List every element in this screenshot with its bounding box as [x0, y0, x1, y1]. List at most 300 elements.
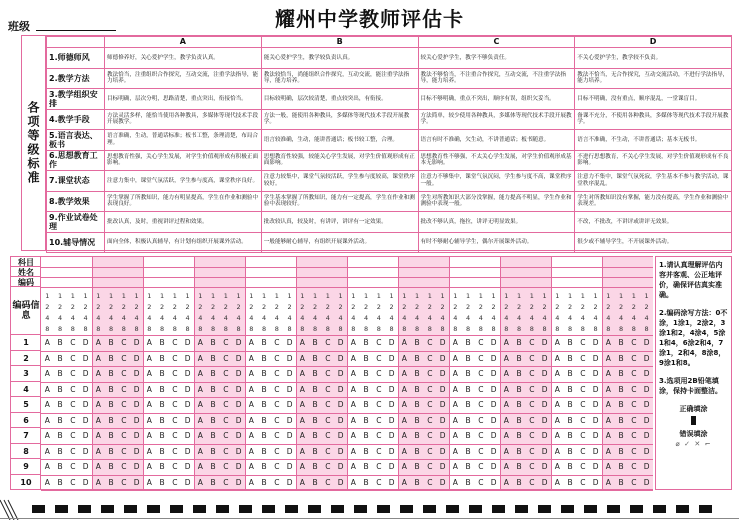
option-bubble[interactable]: A	[401, 338, 407, 347]
code-bubble[interactable]: 4	[211, 314, 216, 322]
option-bubble[interactable]: C	[274, 369, 280, 378]
code-bubble[interactable]: 4	[198, 314, 203, 322]
option-bubble[interactable]: B	[567, 353, 573, 363]
option-bubble[interactable]: B	[618, 431, 624, 440]
option-bubble[interactable]: A	[197, 384, 203, 394]
option-bubble[interactable]: D	[133, 431, 140, 440]
option-bubble[interactable]: A	[350, 353, 356, 363]
option-bubble[interactable]: A	[248, 384, 254, 394]
option-bubble[interactable]: B	[159, 384, 165, 394]
option-bubble[interactable]: D	[82, 338, 89, 347]
code-bubble[interactable]: 8	[185, 325, 190, 333]
option-bubble[interactable]: D	[439, 446, 446, 456]
option-bubble[interactable]: A	[95, 462, 101, 471]
option-bubble[interactable]: C	[376, 353, 382, 363]
code-bubble[interactable]: 2	[83, 303, 88, 311]
option-bubble[interactable]: C	[223, 353, 229, 363]
option-bubble[interactable]: A	[197, 462, 203, 471]
code-bubble[interactable]: 2	[134, 303, 139, 311]
option-bubble[interactable]: B	[312, 369, 318, 378]
option-bubble[interactable]: B	[312, 400, 318, 409]
code-bubble[interactable]: 1	[376, 292, 381, 300]
option-bubble[interactable]: A	[554, 384, 560, 394]
option-bubble[interactable]: A	[248, 462, 254, 471]
option-bubble[interactable]: C	[223, 431, 229, 440]
option-bubble[interactable]: D	[388, 353, 395, 363]
option-bubble[interactable]: A	[197, 338, 203, 347]
option-bubble[interactable]: B	[312, 338, 318, 347]
option-bubble[interactable]: A	[146, 462, 152, 471]
option-bubble[interactable]: B	[414, 384, 420, 394]
option-bubble[interactable]: A	[299, 338, 305, 347]
option-bubble[interactable]: A	[605, 353, 611, 363]
option-bubble[interactable]: D	[184, 369, 191, 378]
option-bubble[interactable]: A	[197, 400, 203, 409]
code-bubble[interactable]: 8	[644, 325, 649, 333]
option-bubble[interactable]: B	[465, 369, 471, 378]
option-bubble[interactable]: D	[439, 369, 446, 378]
option-bubble[interactable]: C	[529, 431, 535, 440]
option-bubble[interactable]: B	[57, 431, 63, 440]
option-bubble[interactable]: C	[580, 446, 586, 456]
code-bubble[interactable]: 4	[83, 314, 88, 322]
code-bubble[interactable]: 1	[338, 292, 343, 300]
code-bubble[interactable]: 2	[109, 303, 114, 311]
code-bubble[interactable]: 2	[402, 303, 407, 311]
option-bubble[interactable]: B	[414, 338, 420, 347]
option-bubble[interactable]: B	[57, 446, 63, 456]
code-bubble[interactable]: 4	[631, 314, 636, 322]
option-bubble[interactable]: B	[159, 431, 165, 440]
option-bubble[interactable]: C	[172, 400, 178, 409]
option-bubble[interactable]: C	[376, 477, 382, 487]
option-bubble[interactable]: C	[580, 462, 586, 471]
code-bubble[interactable]: 2	[147, 303, 152, 311]
option-bubble[interactable]: A	[503, 446, 509, 456]
option-bubble[interactable]: A	[503, 400, 509, 409]
option-bubble[interactable]: C	[478, 369, 484, 378]
code-bubble[interactable]: 8	[172, 325, 177, 333]
code-bubble[interactable]: 4	[466, 314, 471, 322]
option-bubble[interactable]: B	[618, 477, 624, 487]
option-bubble[interactable]: C	[376, 384, 382, 394]
option-bubble[interactable]: C	[580, 353, 586, 363]
option-bubble[interactable]: B	[210, 477, 216, 487]
option-bubble[interactable]: B	[567, 415, 573, 425]
option-bubble[interactable]: D	[541, 431, 548, 440]
code-bubble[interactable]: 8	[440, 325, 445, 333]
option-bubble[interactable]: A	[401, 462, 407, 471]
option-bubble[interactable]: D	[439, 477, 446, 487]
option-bubble[interactable]: C	[376, 415, 382, 425]
option-bubble[interactable]: C	[631, 431, 637, 440]
code-bubble[interactable]: 1	[160, 292, 165, 300]
code-bubble[interactable]: 8	[568, 325, 573, 333]
option-bubble[interactable]: A	[146, 400, 152, 409]
option-bubble[interactable]: A	[503, 462, 509, 471]
option-bubble[interactable]: D	[235, 400, 242, 409]
option-bubble[interactable]: B	[57, 384, 63, 394]
option-bubble[interactable]: B	[618, 384, 624, 394]
option-bubble[interactable]: B	[567, 400, 573, 409]
option-bubble[interactable]: C	[376, 446, 382, 456]
option-bubble[interactable]: A	[299, 446, 305, 456]
option-bubble[interactable]: B	[465, 338, 471, 347]
option-bubble[interactable]: C	[376, 400, 382, 409]
option-bubble[interactable]: D	[388, 462, 395, 471]
code-bubble[interactable]: 4	[351, 314, 356, 322]
option-bubble[interactable]: B	[57, 400, 63, 409]
option-bubble[interactable]: C	[427, 369, 433, 378]
option-bubble[interactable]: B	[108, 369, 114, 378]
option-bubble[interactable]: B	[108, 353, 114, 363]
option-bubble[interactable]: D	[184, 462, 191, 471]
code-bubble[interactable]: 1	[249, 292, 254, 300]
code-bubble[interactable]: 4	[606, 314, 611, 322]
code-bubble[interactable]: 1	[364, 292, 369, 300]
option-bubble[interactable]: A	[503, 431, 509, 440]
option-bubble[interactable]: D	[490, 431, 497, 440]
option-bubble[interactable]: A	[95, 415, 101, 425]
option-bubble[interactable]: A	[401, 369, 407, 378]
option-bubble[interactable]: D	[337, 462, 344, 471]
option-bubble[interactable]: A	[452, 462, 458, 471]
option-bubble[interactable]: D	[235, 431, 242, 440]
option-bubble[interactable]: C	[529, 400, 535, 409]
option-bubble[interactable]: D	[133, 353, 140, 363]
code-bubble[interactable]: 8	[338, 325, 343, 333]
code-bubble[interactable]: 1	[580, 292, 585, 300]
option-bubble[interactable]: D	[541, 384, 548, 394]
option-bubble[interactable]: A	[44, 415, 50, 425]
code-bubble[interactable]: 1	[504, 292, 509, 300]
option-bubble[interactable]: C	[529, 384, 535, 394]
code-bubble[interactable]: 2	[185, 303, 190, 311]
option-bubble[interactable]: C	[70, 446, 76, 456]
option-bubble[interactable]: B	[414, 400, 420, 409]
code-bubble[interactable]: 1	[147, 292, 152, 300]
option-bubble[interactable]: C	[376, 431, 382, 440]
code-bubble[interactable]: 2	[160, 303, 165, 311]
option-bubble[interactable]: A	[44, 477, 50, 487]
option-bubble[interactable]: D	[592, 477, 599, 487]
option-bubble[interactable]: A	[146, 353, 152, 363]
option-bubble[interactable]: C	[274, 353, 280, 363]
option-bubble[interactable]: D	[235, 338, 242, 347]
code-bubble[interactable]: 1	[83, 292, 88, 300]
option-bubble[interactable]: C	[478, 446, 484, 456]
option-bubble[interactable]: A	[44, 400, 50, 409]
option-bubble[interactable]: A	[248, 477, 254, 487]
option-bubble[interactable]: A	[401, 400, 407, 409]
option-bubble[interactable]: A	[146, 431, 152, 440]
option-bubble[interactable]: B	[618, 400, 624, 409]
option-bubble[interactable]: D	[439, 431, 446, 440]
option-bubble[interactable]: A	[452, 338, 458, 347]
code-bubble[interactable]: 8	[517, 325, 522, 333]
code-bubble[interactable]: 8	[198, 325, 203, 333]
option-bubble[interactable]: B	[261, 400, 267, 409]
option-bubble[interactable]: B	[516, 338, 522, 347]
option-bubble[interactable]: B	[57, 353, 63, 363]
option-bubble[interactable]: C	[631, 462, 637, 471]
option-bubble[interactable]: C	[529, 462, 535, 471]
option-bubble[interactable]: C	[631, 415, 637, 425]
code-bubble[interactable]: 1	[402, 292, 407, 300]
option-bubble[interactable]: A	[248, 400, 254, 409]
option-bubble[interactable]: A	[452, 400, 458, 409]
option-bubble[interactable]: A	[350, 431, 356, 440]
option-bubble[interactable]: D	[541, 477, 548, 487]
option-bubble[interactable]: B	[516, 384, 522, 394]
option-bubble[interactable]: C	[631, 446, 637, 456]
option-bubble[interactable]: A	[248, 415, 254, 425]
code-bubble[interactable]: 8	[504, 325, 509, 333]
option-bubble[interactable]: D	[337, 338, 344, 347]
option-bubble[interactable]: A	[554, 353, 560, 363]
option-bubble[interactable]: A	[197, 446, 203, 456]
option-bubble[interactable]: A	[605, 369, 611, 378]
code-bubble[interactable]: 1	[70, 292, 75, 300]
option-bubble[interactable]: C	[121, 369, 127, 378]
option-bubble[interactable]: C	[172, 353, 178, 363]
code-bubble[interactable]: 4	[402, 314, 407, 322]
option-bubble[interactable]: D	[592, 400, 599, 409]
code-bubble[interactable]: 2	[274, 303, 279, 311]
code-bubble[interactable]: 4	[376, 314, 381, 322]
option-bubble[interactable]: D	[388, 384, 395, 394]
option-bubble[interactable]: C	[172, 431, 178, 440]
option-bubble[interactable]: D	[490, 353, 497, 363]
code-bubble[interactable]: 8	[287, 325, 292, 333]
option-bubble[interactable]: A	[299, 462, 305, 471]
option-bubble[interactable]: B	[57, 462, 63, 471]
code-bubble[interactable]: 4	[58, 314, 63, 322]
code-bubble[interactable]: 4	[415, 314, 420, 322]
option-bubble[interactable]: C	[325, 400, 331, 409]
code-bubble[interactable]: 1	[96, 292, 101, 300]
option-bubble[interactable]: C	[274, 415, 280, 425]
option-bubble[interactable]: A	[95, 353, 101, 363]
option-bubble[interactable]: D	[388, 446, 395, 456]
option-bubble[interactable]: B	[108, 415, 114, 425]
code-bubble[interactable]: 8	[83, 325, 88, 333]
code-bubble[interactable]: 4	[568, 314, 573, 322]
option-bubble[interactable]: C	[70, 384, 76, 394]
option-bubble[interactable]: D	[82, 415, 89, 425]
code-bubble[interactable]: 8	[580, 325, 585, 333]
code-bubble[interactable]: 4	[644, 314, 649, 322]
option-bubble[interactable]: B	[261, 446, 267, 456]
code-bubble[interactable]: 2	[517, 303, 522, 311]
class-input-line[interactable]	[36, 30, 116, 31]
option-bubble[interactable]: D	[337, 431, 344, 440]
option-bubble[interactable]: D	[82, 400, 89, 409]
option-bubble[interactable]: B	[261, 477, 267, 487]
option-bubble[interactable]: B	[567, 446, 573, 456]
code-bubble[interactable]: 4	[491, 314, 496, 322]
option-bubble[interactable]: B	[57, 369, 63, 378]
option-bubble[interactable]: B	[261, 338, 267, 347]
code-bubble[interactable]: 4	[542, 314, 547, 322]
code-bubble[interactable]: 4	[274, 314, 279, 322]
option-bubble[interactable]: A	[44, 462, 50, 471]
code-bubble[interactable]: 1	[45, 292, 50, 300]
code-bubble[interactable]: 8	[619, 325, 624, 333]
option-bubble[interactable]: A	[605, 462, 611, 471]
code-bubble[interactable]: 8	[631, 325, 636, 333]
option-bubble[interactable]: A	[452, 446, 458, 456]
code-bubble[interactable]: 8	[262, 325, 267, 333]
option-bubble[interactable]: C	[172, 446, 178, 456]
option-bubble[interactable]: B	[312, 384, 318, 394]
option-bubble[interactable]: C	[121, 384, 127, 394]
option-bubble[interactable]: A	[146, 446, 152, 456]
option-bubble[interactable]: B	[210, 369, 216, 378]
option-bubble[interactable]: B	[261, 369, 267, 378]
code-bubble[interactable]: 1	[619, 292, 624, 300]
option-bubble[interactable]: B	[108, 477, 114, 487]
option-bubble[interactable]: C	[274, 446, 280, 456]
option-bubble[interactable]: A	[44, 369, 50, 378]
option-bubble[interactable]: B	[516, 369, 522, 378]
option-bubble[interactable]: B	[363, 415, 369, 425]
code-bubble[interactable]: 1	[58, 292, 63, 300]
code-bubble[interactable]: 1	[389, 292, 394, 300]
option-bubble[interactable]: D	[82, 369, 89, 378]
option-bubble[interactable]: D	[643, 353, 650, 363]
code-bubble[interactable]: 2	[555, 303, 560, 311]
option-bubble[interactable]: D	[643, 338, 650, 347]
option-bubble[interactable]: D	[235, 462, 242, 471]
option-bubble[interactable]: A	[605, 415, 611, 425]
option-bubble[interactable]: B	[465, 400, 471, 409]
option-bubble[interactable]: C	[376, 369, 382, 378]
option-bubble[interactable]: A	[503, 415, 509, 425]
option-bubble[interactable]: B	[363, 431, 369, 440]
option-bubble[interactable]: A	[95, 431, 101, 440]
option-bubble[interactable]: D	[592, 446, 599, 456]
option-bubble[interactable]: D	[133, 477, 140, 487]
option-bubble[interactable]: B	[618, 462, 624, 471]
option-bubble[interactable]: B	[210, 338, 216, 347]
option-bubble[interactable]: A	[503, 338, 509, 347]
option-bubble[interactable]: B	[312, 353, 318, 363]
option-bubble[interactable]: D	[643, 477, 650, 487]
option-bubble[interactable]: C	[631, 338, 637, 347]
option-bubble[interactable]: A	[605, 400, 611, 409]
option-bubble[interactable]: C	[172, 369, 178, 378]
option-bubble[interactable]: A	[146, 338, 152, 347]
code-bubble[interactable]: 4	[147, 314, 152, 322]
code-bubble[interactable]: 4	[300, 314, 305, 322]
option-bubble[interactable]: A	[605, 446, 611, 456]
option-bubble[interactable]: A	[197, 353, 203, 363]
option-bubble[interactable]: B	[363, 369, 369, 378]
option-bubble[interactable]: C	[70, 369, 76, 378]
code-bubble[interactable]: 1	[568, 292, 573, 300]
option-bubble[interactable]: C	[580, 384, 586, 394]
option-bubble[interactable]: D	[541, 400, 548, 409]
option-bubble[interactable]: C	[70, 400, 76, 409]
code-bubble[interactable]: 4	[121, 314, 126, 322]
code-bubble[interactable]: 4	[249, 314, 254, 322]
option-bubble[interactable]: A	[350, 446, 356, 456]
option-bubble[interactable]: A	[605, 338, 611, 347]
option-bubble[interactable]: A	[452, 477, 458, 487]
option-bubble[interactable]: A	[248, 353, 254, 363]
option-bubble[interactable]: A	[554, 369, 560, 378]
code-bubble[interactable]: 2	[236, 303, 241, 311]
code-bubble[interactable]: 1	[262, 292, 267, 300]
option-bubble[interactable]: D	[133, 446, 140, 456]
option-bubble[interactable]: B	[363, 338, 369, 347]
code-bubble[interactable]: 4	[427, 314, 432, 322]
option-bubble[interactable]: C	[478, 462, 484, 471]
option-bubble[interactable]: B	[312, 477, 318, 487]
option-bubble[interactable]: C	[631, 477, 637, 487]
option-bubble[interactable]: B	[210, 400, 216, 409]
option-bubble[interactable]: A	[95, 384, 101, 394]
option-bubble[interactable]: D	[133, 415, 140, 425]
option-bubble[interactable]: D	[286, 477, 293, 487]
option-bubble[interactable]: A	[95, 477, 101, 487]
code-bubble[interactable]: 4	[529, 314, 534, 322]
option-bubble[interactable]: B	[261, 384, 267, 394]
option-bubble[interactable]: A	[248, 369, 254, 378]
code-bubble[interactable]: 1	[491, 292, 496, 300]
option-bubble[interactable]: D	[439, 400, 446, 409]
option-bubble[interactable]: D	[439, 384, 446, 394]
option-bubble[interactable]: A	[503, 369, 509, 378]
code-bubble[interactable]: 2	[300, 303, 305, 311]
option-bubble[interactable]: C	[70, 431, 76, 440]
code-bubble[interactable]: 1	[427, 292, 432, 300]
option-bubble[interactable]: B	[261, 431, 267, 440]
option-bubble[interactable]: C	[223, 338, 229, 347]
code-bubble[interactable]: 4	[619, 314, 624, 322]
option-bubble[interactable]: A	[350, 338, 356, 347]
code-bubble[interactable]: 8	[147, 325, 152, 333]
option-bubble[interactable]: B	[465, 353, 471, 363]
option-bubble[interactable]: D	[592, 415, 599, 425]
option-bubble[interactable]: B	[159, 477, 165, 487]
code-bubble[interactable]: 4	[172, 314, 177, 322]
option-bubble[interactable]: D	[82, 477, 89, 487]
option-bubble[interactable]: B	[465, 446, 471, 456]
option-bubble[interactable]: A	[44, 446, 50, 456]
option-bubble[interactable]: A	[146, 384, 152, 394]
option-bubble[interactable]: B	[261, 415, 267, 425]
option-bubble[interactable]: C	[325, 462, 331, 471]
option-bubble[interactable]: D	[388, 477, 395, 487]
option-bubble[interactable]: B	[414, 446, 420, 456]
option-bubble[interactable]: B	[159, 338, 165, 347]
option-bubble[interactable]: B	[516, 415, 522, 425]
option-bubble[interactable]: D	[388, 415, 395, 425]
option-bubble[interactable]: C	[427, 384, 433, 394]
option-bubble[interactable]: B	[414, 415, 420, 425]
option-bubble[interactable]: C	[580, 431, 586, 440]
option-bubble[interactable]: C	[325, 384, 331, 394]
option-bubble[interactable]: D	[592, 384, 599, 394]
option-bubble[interactable]: B	[159, 400, 165, 409]
option-bubble[interactable]: D	[286, 338, 293, 347]
code-bubble[interactable]: 8	[364, 325, 369, 333]
code-bubble[interactable]: 2	[376, 303, 381, 311]
option-bubble[interactable]: C	[223, 462, 229, 471]
code-bubble[interactable]: 2	[529, 303, 534, 311]
